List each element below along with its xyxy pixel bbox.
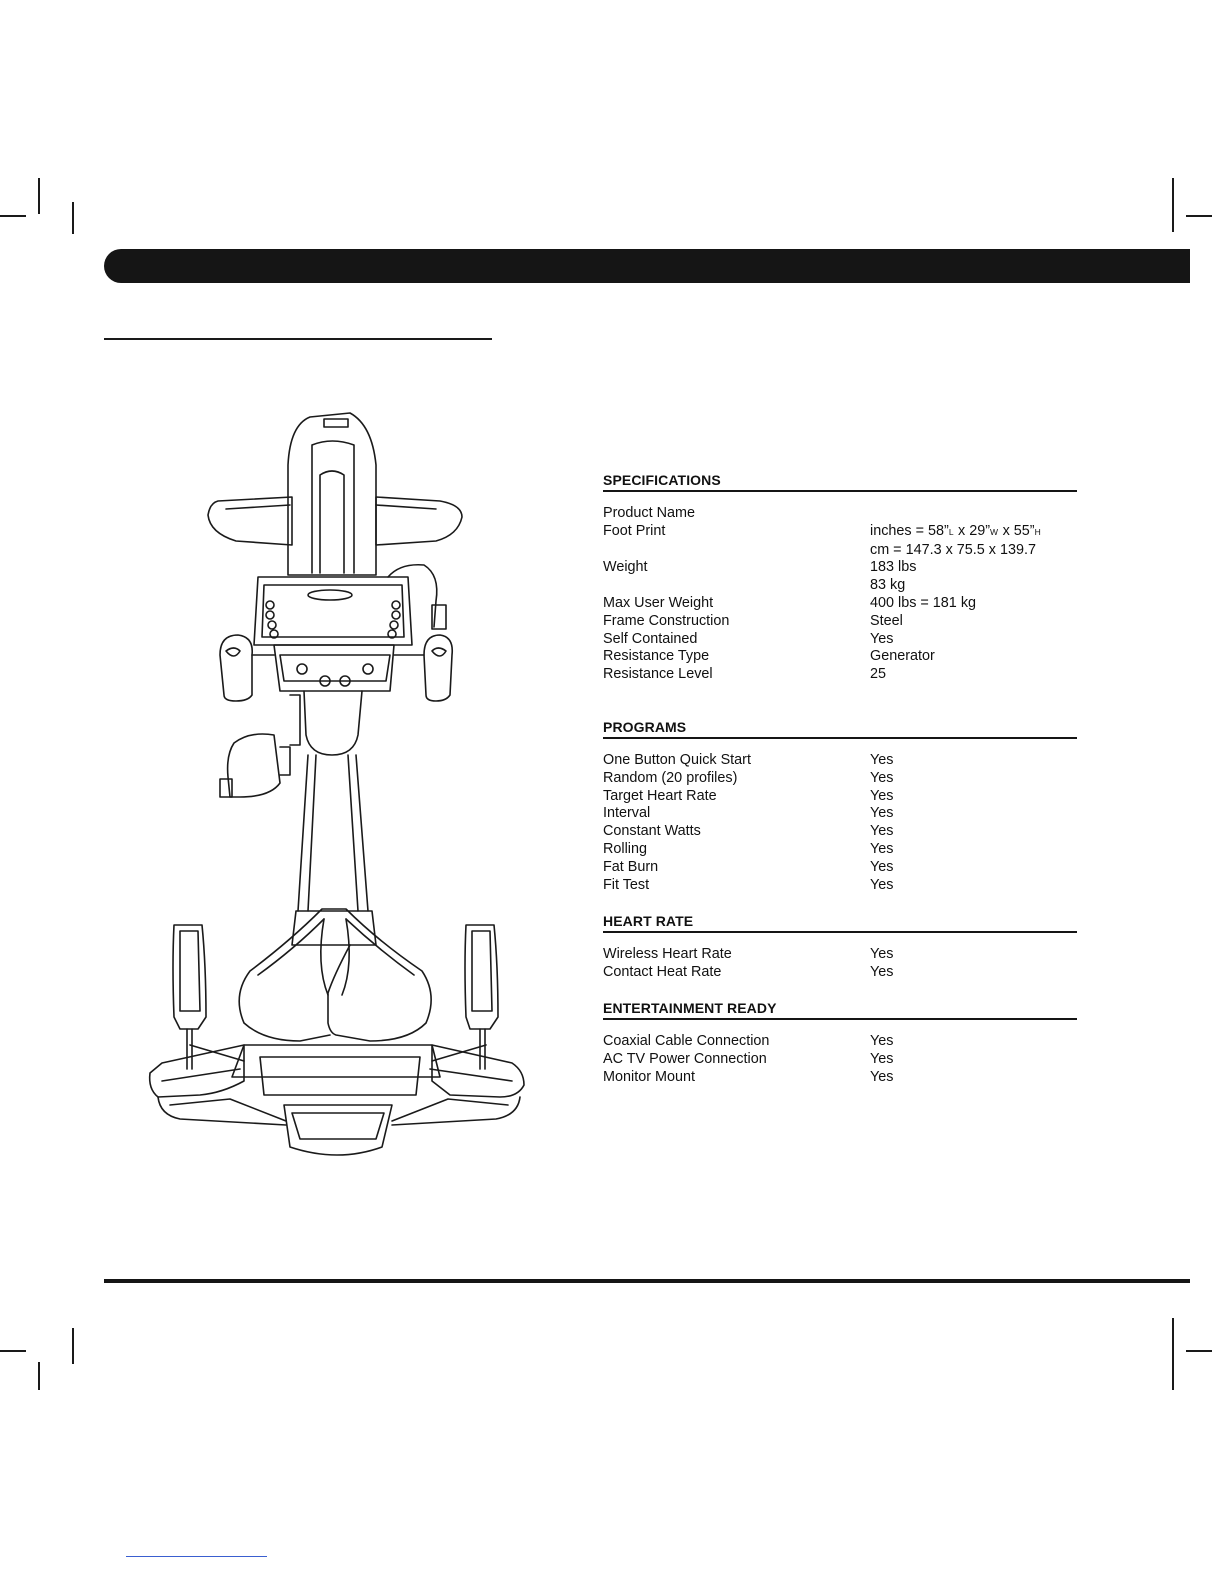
entertainment-value: Yes (870, 1050, 894, 1067)
program-value: Yes (870, 787, 894, 804)
program-label: Interval (603, 805, 651, 822)
program-value: Yes (870, 769, 894, 786)
footer-rule (104, 1279, 1190, 1283)
entertainment-label: Monitor Mount (603, 1068, 695, 1085)
spec-label: Product Name (603, 505, 695, 521)
specifications-panel (603, 472, 1077, 1086)
section-title-heart-rate: HEART RATE (603, 913, 1077, 933)
spec-value: 25 (870, 666, 887, 683)
program-value: Yes (870, 876, 894, 893)
header-bar (104, 249, 1190, 283)
bottom-link-underline[interactable] (126, 1556, 267, 1557)
spec-label: Weight (603, 559, 648, 576)
entertainment-label: Coaxial Cable Connection (603, 1032, 770, 1049)
program-row (603, 752, 1077, 770)
entertainment-row (603, 1069, 1077, 1087)
crop-mark-top-left-horizontal (0, 215, 26, 217)
heart-rate-label: Wireless Heart Rate (603, 946, 732, 963)
program-label: Fit Test (603, 876, 650, 893)
entertainment-row (603, 1033, 1077, 1051)
spec-row (603, 577, 1077, 595)
section-title-programs: PROGRAMS (603, 719, 1077, 739)
program-value: Yes (870, 805, 894, 822)
entertainment-row (603, 1051, 1077, 1069)
spec-row (603, 631, 1077, 649)
spec-row (603, 523, 1077, 542)
spec-value-footprint: inches = 58”L x 29”W x 55”H (870, 522, 1042, 539)
spec-label: Max User Weight (603, 594, 714, 611)
crop-mark-top-left-inner (72, 202, 74, 234)
program-row (603, 770, 1077, 788)
heart-rate-value: Yes (870, 946, 894, 963)
program-value: Yes (870, 858, 894, 875)
crop-mark-bottom-right-vertical (1172, 1318, 1174, 1390)
spec-row (603, 542, 1077, 560)
program-row (603, 805, 1077, 823)
program-label: Fat Burn (603, 858, 659, 875)
spec-value: 183 lbs (870, 559, 917, 576)
spec-value: Generator (870, 648, 935, 665)
heart-rate-value: Yes (870, 964, 894, 981)
spec-value (870, 505, 1077, 523)
spec-value: cm = 147.3 x 75.5 x 139.7 (870, 541, 1036, 558)
program-row (603, 877, 1077, 895)
program-label: One Button Quick Start (603, 751, 751, 768)
entertainment-value: Yes (870, 1068, 894, 1085)
entertainment-section (603, 1000, 1077, 1086)
crop-mark-bottom-left-vertical (38, 1362, 40, 1390)
spec-label: Resistance Type (603, 648, 710, 665)
crop-mark-top-left-vertical (38, 178, 40, 214)
program-value: Yes (870, 823, 894, 840)
spec-value: Steel (870, 612, 903, 629)
product-illustration (140, 405, 540, 1175)
spec-label: Self Contained (603, 630, 698, 647)
program-row (603, 788, 1077, 806)
spec-label: Frame Construction (603, 612, 730, 629)
heart-rate-section (603, 913, 1077, 982)
spec-label: Foot Print (603, 522, 666, 539)
program-row (603, 859, 1077, 877)
spec-row (603, 595, 1077, 613)
spec-label: Resistance Level (603, 666, 713, 683)
entertainment-value: Yes (870, 1032, 894, 1049)
program-row (603, 823, 1077, 841)
program-label: Target Heart Rate (603, 787, 717, 804)
spec-label (603, 577, 870, 595)
program-label: Random (20 profiles) (603, 769, 738, 786)
heart-rate-label: Contact Heat Rate (603, 964, 722, 981)
spec-value: Yes (870, 630, 894, 647)
spec-row (603, 505, 1077, 523)
spec-row (603, 648, 1077, 666)
crop-mark-bottom-left-horizontal (0, 1350, 26, 1352)
spec-row (603, 559, 1077, 577)
spec-label (603, 542, 870, 560)
programs-section (603, 719, 1077, 894)
heart-rate-row (603, 964, 1077, 982)
program-label: Constant Watts (603, 823, 701, 840)
section-title-specifications: SPECIFICATIONS (603, 472, 1077, 492)
program-label: Rolling (603, 840, 647, 857)
crop-mark-top-right-horizontal (1186, 215, 1212, 217)
spec-row (603, 666, 1077, 684)
specifications-section (603, 472, 1077, 684)
spec-value: 83 kg (870, 577, 906, 594)
crop-mark-bottom-left-inner (72, 1328, 74, 1364)
title-rule (104, 338, 492, 340)
program-value: Yes (870, 840, 894, 857)
entertainment-label: AC TV Power Connection (603, 1050, 767, 1067)
spec-value: 400 lbs = 181 kg (870, 594, 977, 611)
section-title-entertainment: ENTERTAINMENT READY (603, 1000, 1077, 1020)
crop-mark-top-right-vertical (1172, 178, 1174, 232)
spec-row (603, 613, 1077, 631)
program-value: Yes (870, 751, 894, 768)
heart-rate-row (603, 946, 1077, 964)
program-row (603, 841, 1077, 859)
crop-mark-bottom-right-horizontal (1186, 1350, 1212, 1352)
